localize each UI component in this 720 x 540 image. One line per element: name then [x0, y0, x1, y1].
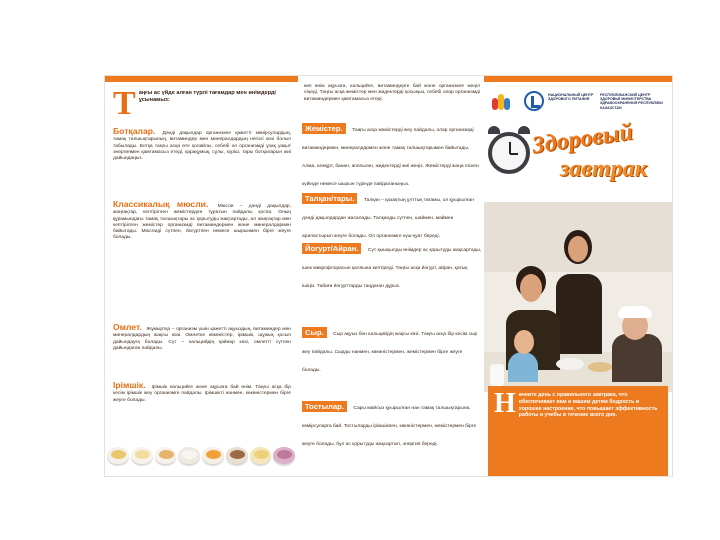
section-text: Жұмыртқа – организм үшін қажетті ақуыздың, витаминдер мен минералдардың жақсы көзі. Омлетке көкөністер, ірімшік, шұжық қосып дайындауға болады. Сүт – кальцийдің қайнар көзі, омлетті сүтпен дайындаған пайдалы.	[113, 327, 292, 351]
panel-left	[105, 76, 298, 476]
porridge-bowl-image	[107, 447, 129, 464]
continued-text: көп өнім ақуызға, кальцийге, витаминдерге бай және организмге жеңіл сіңеді. Таңғы асқа жемістер мен жидектерді қосыңыз, себебі олар организмді витаминдермен қамтамасыз етеді.	[304, 84, 480, 102]
top-accent-bar	[105, 76, 298, 82]
cover-message	[488, 386, 668, 476]
section-text: Мюсли – дәнді дақылдар, жаңғақтар, кептірілген жемістерден тұратын пайдалы қоспа. Оның құрамындағы тамақ талшықтары ас қорытуды жақсартады, ал жаңғақтар мен кептірілген жемістер организмді витаминдермен және минералдармен байытады. Мюслиді сүтпен, йогуртпен немесе шырынмен бірге жеуге болады.	[113, 204, 292, 241]
section-heading: Сыр.	[302, 327, 327, 338]
section-text: Талқан – қазақтың ұлттық тағамы, ол қуырылған дәнді дақылдардан жасалады. Талқанды сүтпен, шаймен, маймен араластырып жеуге болады. Ол организмге күш-қуат береді.	[302, 198, 474, 239]
title-block	[488, 119, 670, 214]
section-heading: Омлет.	[113, 322, 142, 332]
muesli-bowl-image	[131, 447, 153, 464]
section-talkan	[302, 188, 482, 242]
section-yogurt	[302, 238, 482, 292]
section-heading: Тостылар.	[302, 401, 347, 412]
title-line-2: завтрак	[560, 156, 647, 182]
section-text: Сары майсыз қуырылған нан тамақ талшықтарына, көмірсуларға бай. Тостыларды ірімшікпен, көкөністермен, жемістермен бірге жеуге болады, бұл ас қорытуды жақсартып, энергия береді.	[302, 406, 477, 447]
yogurt-glass-image	[273, 447, 295, 464]
health-center-logo-icon	[524, 91, 544, 111]
logos	[490, 90, 668, 112]
dropcap: Н	[494, 388, 516, 419]
family-logo-icon	[492, 92, 510, 110]
section-heading: Талқан/тары.	[302, 193, 357, 204]
section-heading: Ботқалар.	[113, 126, 156, 136]
cottage-cheese-image	[178, 447, 200, 464]
cereal-dish-image	[155, 447, 177, 464]
section-text: Таңғы асқа жемістерді жеу пайдалы, олар организмді витаминдермен, минералдармен және тамақ талшықтарымен байытады. Алма, алмұрт, банан, апельсин, жидектерді жиі жеңіз. Жемістерді жаңа піскен күйінде немесе шырын түрінде пайдаланыңыз.	[302, 128, 479, 187]
title-line-1: Здоровый	[530, 119, 635, 159]
family-breakfast-photo	[484, 202, 672, 392]
intro-body: аңғы ас үйде алған түрлі тағамдар мен өнімдерді ұсынамыз:	[138, 90, 276, 104]
brochure	[105, 76, 672, 476]
top-accent-bar	[484, 76, 672, 82]
section-fruits	[302, 118, 482, 190]
food-photo-strip	[107, 436, 295, 474]
section-text: Ірімшік кальцийге және ақуызға бай өнім. Таңғы асқа бір кесім ірімшік жеу организмге пайдалы. Ірімшікті нанмен, көкөністермен бірге жеуге болады.	[113, 385, 292, 403]
logo-caption-1: НАЦИОНАЛЬНЫЙ ЦЕНТР ЗДОРОВОГО ПИТАНИЯ	[548, 93, 594, 102]
alarm-clock-icon	[488, 132, 530, 174]
fruit-plate-image	[202, 447, 224, 464]
panel-middle	[298, 76, 484, 476]
section-heading: Ірімшік.	[113, 380, 146, 390]
section-heading: Классикалық мюсли.	[113, 199, 209, 209]
talkan-bowl-image	[226, 447, 248, 464]
section-toasts	[302, 396, 482, 450]
section-text: Сыр ақуыз бен кальцийдің жақсы көзі. Таңғы асқа бір кесім сыр жеу пайдалы. Сырды нанмен, көкөністермен, жемістермен бірге жеуге болады.	[302, 332, 478, 373]
section-heading: Жемістер.	[302, 123, 346, 134]
section-cheese	[113, 382, 291, 404]
section-cheese-syr	[302, 322, 482, 376]
section-muesli	[113, 201, 291, 242]
dropcap: Т	[113, 85, 136, 122]
logo-caption-2: РЕСПУБЛИКАНСКИЙ ЦЕНТР ЗДОРОВЬЯ МИНИСТЕРСТВА ЗДРАВООХРАНЕНИЯ РЕСПУБЛИКИ КАЗАХСТАН	[600, 93, 663, 110]
section-text: Дәнді дақылдар организмге қажетті көмірсулардың, тамақ талшықтарының, витаминдер мен минералдардың негізгі көзі болып табылады. Ботқа таңғы асқа өте қолайлы, себебі ол организмді ұзақ уақыт энергиямен қамтамасыз етеді, қарақұмық, сұлы, күріш, тары ботқаларын жиі дайындаңыз.	[113, 131, 291, 162]
panel-cover	[484, 76, 672, 476]
section-botkalar	[113, 128, 291, 162]
section-text: Сүт қышқылды өнімдер ас қорытуды жақсартады, ішек микрофлорасын қалпына келтіреді. Таңғы асқа йогурт, айран, қатық ішіңіз. Табиғи йогурттарды таңдаған дұрыс.	[302, 248, 482, 289]
intro-text	[113, 85, 291, 122]
cover-message-body: ачните день с правильного завтрака, что обеспечивает вам и вашим детям бодрость и хорошее настроение, что повышает эффективность работы и учебы в течение всего дня.	[518, 392, 658, 419]
section-omelet	[113, 324, 291, 352]
cheese-plate-image	[250, 447, 272, 464]
section-heading: Йогурт/Айран.	[302, 243, 361, 254]
